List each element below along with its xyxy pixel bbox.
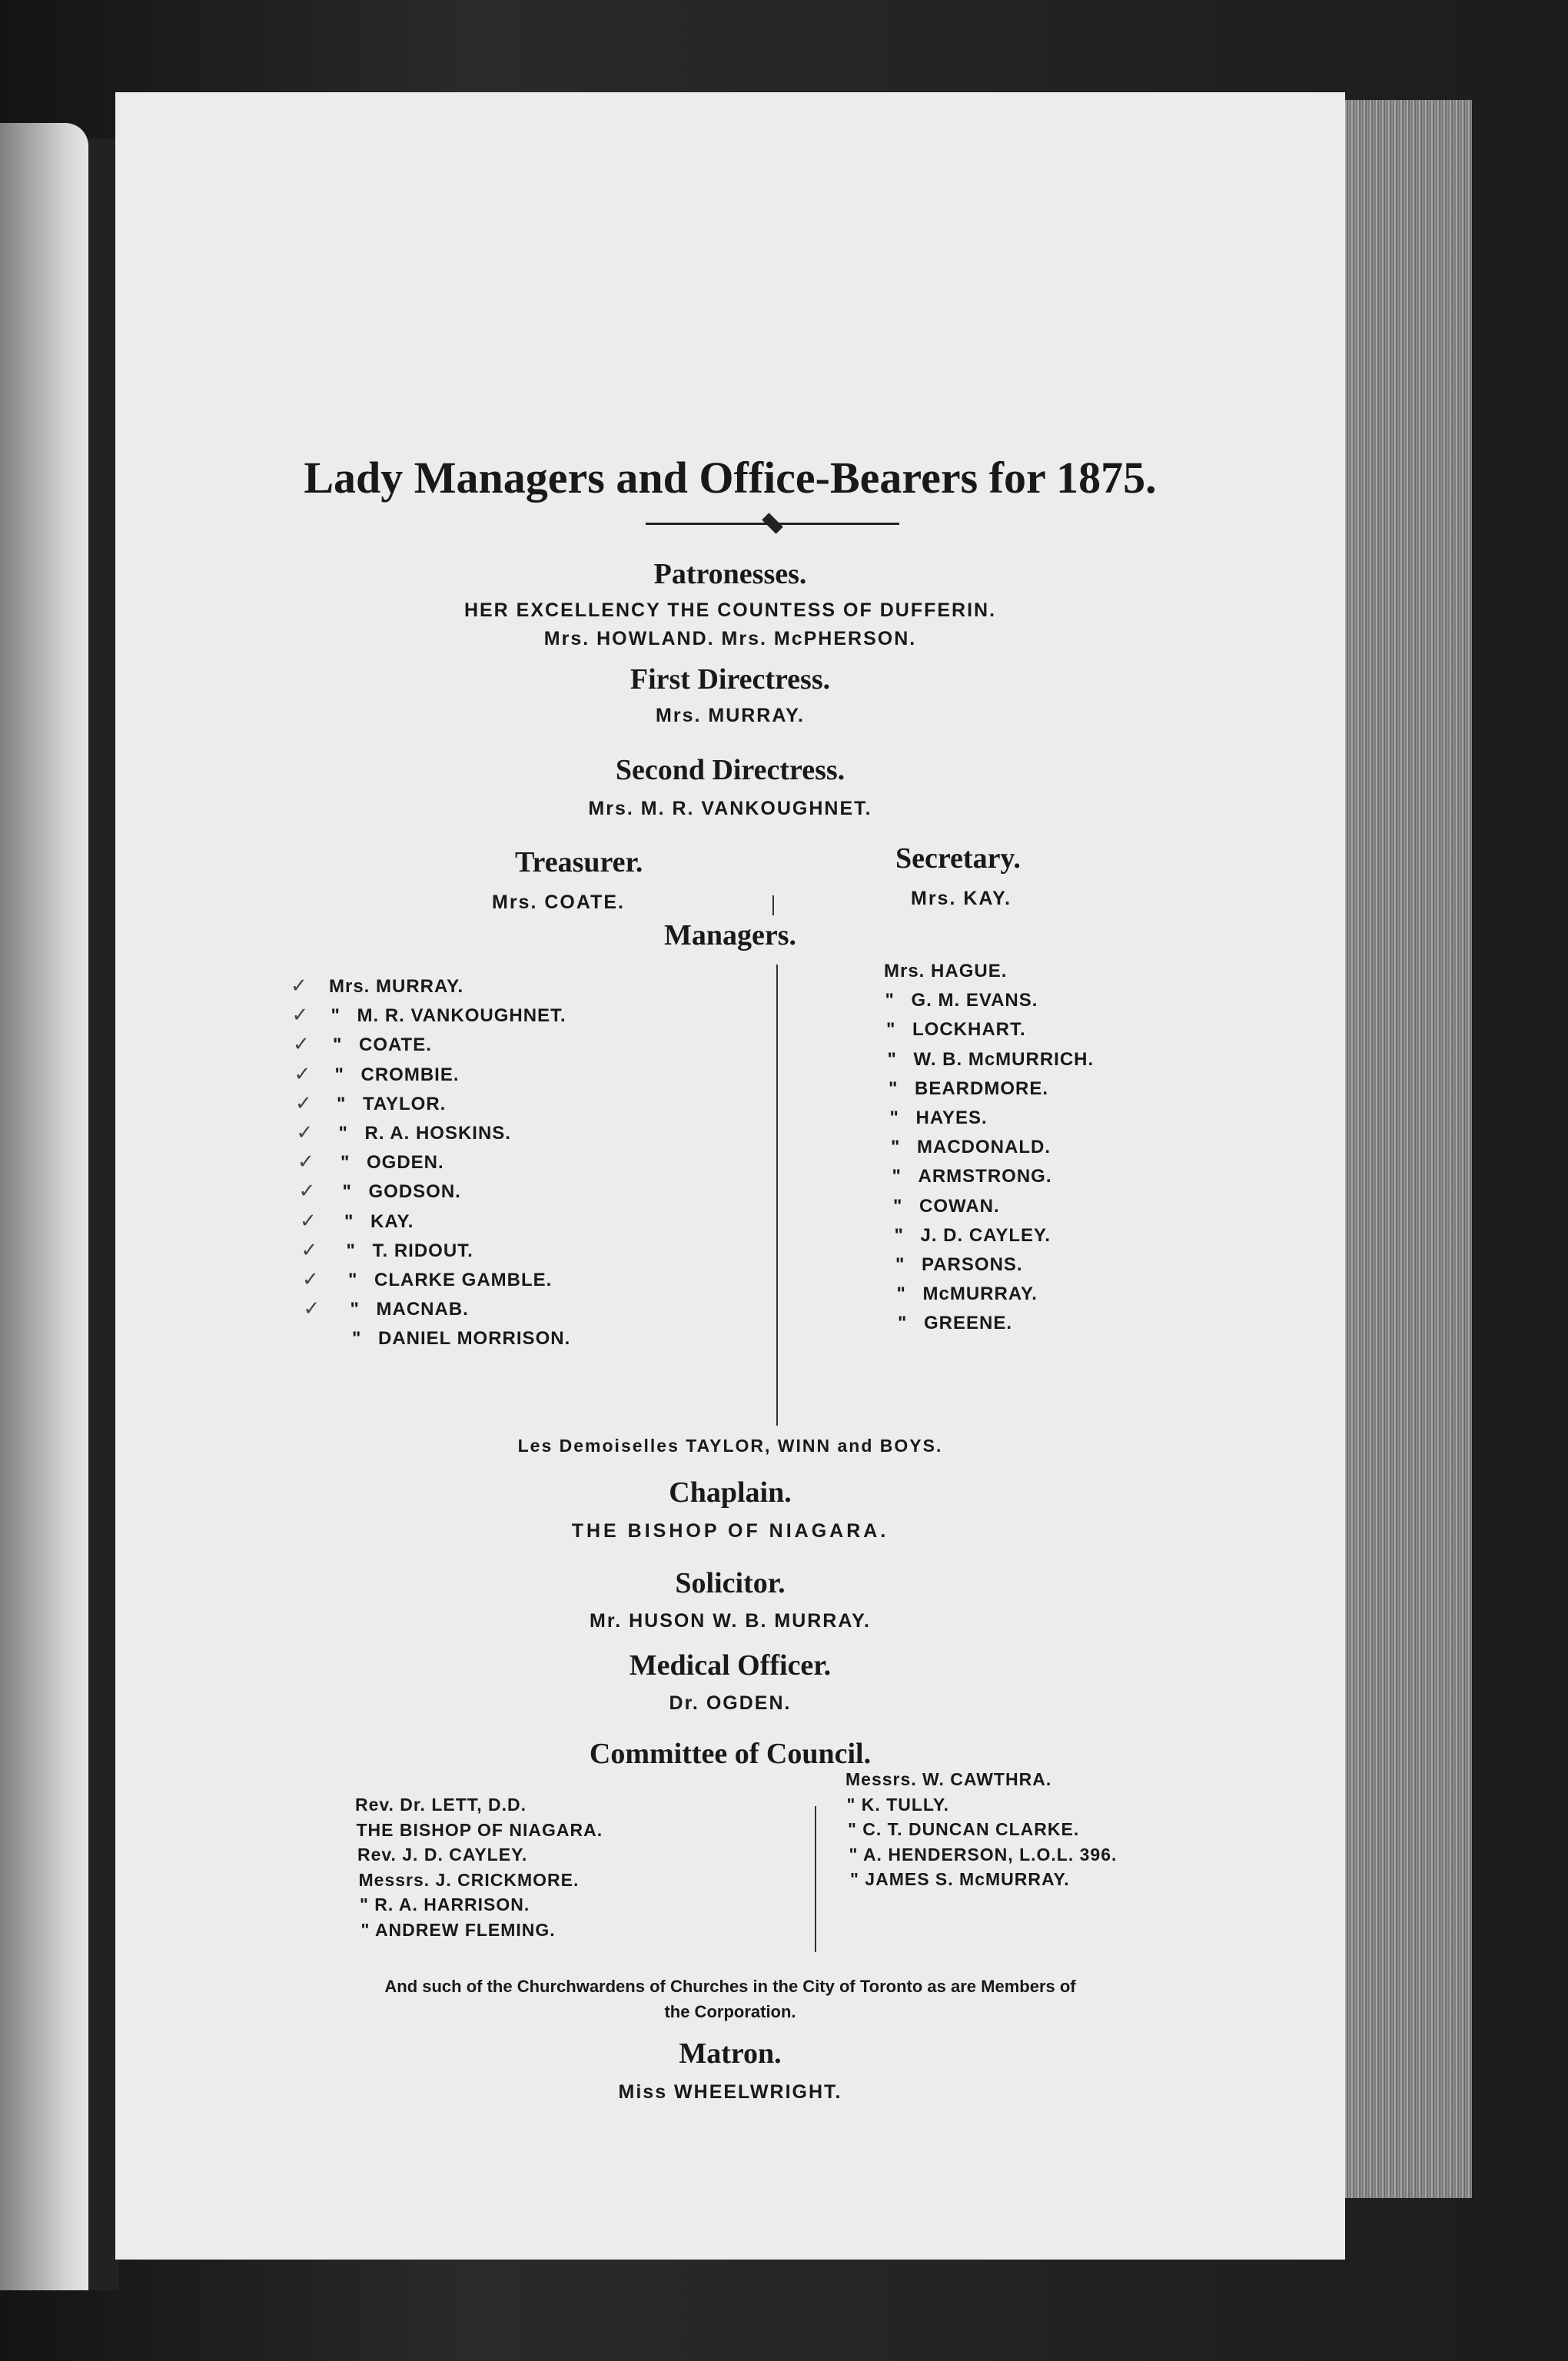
manager-name: CROMBIE. — [360, 1064, 460, 1085]
document-page — [115, 92, 1345, 2260]
pencil-tick-mark: ✓ — [298, 1180, 316, 1204]
matron-name: Miss WHEELWRIGHT. — [618, 2081, 842, 2103]
manager-left-row — [344, 1211, 414, 1233]
pencil-tick-mark: ✓ — [293, 1033, 310, 1057]
demoiselles-line: Les Demoiselles TAYLOR, WINN and BOYS. — [517, 1436, 943, 1456]
pencil-tick-mark: ✓ — [297, 1151, 314, 1174]
pencil-tick-mark: ✓ — [302, 1268, 319, 1291]
committee-left-member: Rev. Dr. LETT, D.D. — [355, 1795, 527, 1815]
manager-right-row — [889, 1078, 1048, 1100]
committee-right-member: " JAMES S. McMURRAY. — [850, 1869, 1070, 1889]
manager-left-row — [347, 1240, 473, 1262]
facing-page-edge — [0, 123, 88, 2290]
manager-name: W. B. McMURRICH. — [913, 1048, 1095, 1070]
manager-prefix: " — [334, 1064, 344, 1085]
manager-name: COATE. — [359, 1034, 432, 1056]
manager-right-row — [890, 1107, 988, 1129]
solicitor-name: Mr. HUSON W. B. MURRAY. — [590, 1610, 871, 1632]
pencil-tick-mark: ✓ — [303, 1297, 321, 1321]
manager-prefix: " — [898, 1313, 908, 1334]
manager-name: MACNAB. — [376, 1299, 469, 1320]
committee-right-member: Messrs. W. CAWTHRA. — [845, 1769, 1052, 1789]
manager-prefix: " — [895, 1254, 905, 1275]
committee-left-member: THE BISHOP OF NIAGARA. — [356, 1819, 603, 1840]
manager-left-row — [350, 1299, 469, 1320]
committee-divider — [815, 1806, 816, 1952]
manager-right-row — [885, 990, 1038, 1011]
manager-left-row — [337, 1094, 446, 1115]
pencil-tick-mark: ✓ — [300, 1209, 317, 1233]
manager-prefix: " — [891, 1137, 901, 1158]
manager-right-row — [895, 1225, 1051, 1247]
solicitor-heading: Solicitor. — [675, 1567, 786, 1599]
manager-name: ARMSTRONG. — [918, 1166, 1052, 1187]
manager-left-row — [333, 1034, 432, 1056]
officers-divider — [772, 895, 774, 915]
manager-left-row — [341, 1152, 444, 1174]
second-directress-name: Mrs. M. R. VANKOUGHNET. — [588, 798, 872, 819]
book-gutter — [88, 138, 119, 2290]
manager-prefix: " — [885, 990, 895, 1011]
secretary-name: Mrs. KAY. — [911, 888, 1012, 909]
committee-left-member: Rev. J. D. CAYLEY. — [357, 1845, 528, 1865]
manager-right-row — [886, 1019, 1026, 1041]
manager-left-row — [343, 1181, 461, 1203]
committee-left-member: " ANDREW FLEMING. — [360, 1919, 556, 1940]
medical-officer-heading: Medical Officer. — [629, 1649, 832, 1682]
matron-heading: Matron. — [679, 2037, 782, 2070]
manager-prefix: Mrs. — [329, 976, 370, 997]
manager-name: KAY. — [370, 1210, 414, 1232]
manager-left-row — [352, 1328, 570, 1350]
manager-prefix: " — [350, 1299, 360, 1320]
manager-name: McMURRAY. — [922, 1283, 1038, 1305]
patronesses-line-2: Mrs. HOWLAND. Mrs. McPHERSON. — [543, 628, 917, 649]
first-directress-name: Mrs. MURRAY. — [656, 705, 805, 726]
manager-right-row — [888, 1049, 1095, 1071]
pencil-tick-mark: ✓ — [291, 1004, 309, 1028]
manager-name: BEARDMORE. — [915, 1078, 1049, 1099]
secretary-heading: Secretary. — [895, 842, 1021, 875]
manager-prefix: " — [331, 1005, 341, 1027]
manager-prefix: " — [889, 1078, 899, 1099]
manager-left-row — [348, 1270, 552, 1291]
pencil-tick-mark: ✓ — [294, 1062, 311, 1086]
manager-name: CLARKE GAMBLE. — [374, 1270, 553, 1290]
manager-name: MURRAY. — [370, 976, 464, 997]
manager-name: HAGUE. — [925, 961, 1008, 981]
manager-prefix: " — [889, 1107, 899, 1128]
committee-left-member: Messrs. J. CRICKMORE. — [358, 1869, 580, 1890]
manager-prefix: " — [337, 1093, 347, 1114]
manager-name: COWAN. — [919, 1195, 1000, 1217]
manager-prefix: " — [344, 1210, 354, 1232]
manager-prefix: " — [886, 1019, 896, 1041]
pencil-tick-mark: ✓ — [291, 975, 307, 998]
manager-prefix: " — [342, 1181, 352, 1203]
manager-name: M. R. VANKOUGHNET. — [357, 1005, 566, 1027]
manager-name: T. RIDOUT. — [372, 1240, 473, 1261]
manager-name: TAYLOR. — [363, 1093, 447, 1114]
managers-heading: Managers. — [663, 919, 797, 951]
manager-name: J. D. CAYLEY. — [920, 1224, 1051, 1246]
manager-left-row — [329, 976, 463, 998]
committee-left-member: " R. A. HARRISON. — [360, 1894, 530, 1914]
treasurer-heading: Treasurer. — [515, 846, 643, 878]
manager-prefix: " — [887, 1048, 897, 1070]
manager-prefix: " — [341, 1152, 350, 1174]
treasurer-name: Mrs. COATE. — [492, 892, 625, 913]
second-directress-heading: Second Directress. — [615, 754, 845, 786]
manager-left-row — [335, 1064, 460, 1086]
pencil-tick-mark: ✓ — [296, 1121, 314, 1144]
manager-name: DANIEL MORRISON. — [378, 1328, 571, 1350]
manager-left-row — [339, 1123, 511, 1144]
manager-right-row — [884, 961, 1007, 982]
committee-heading: Committee of Council. — [589, 1738, 872, 1770]
manager-prefix: " — [338, 1123, 348, 1144]
manager-right-row — [891, 1137, 1051, 1158]
manager-prefix: " — [894, 1224, 904, 1246]
manager-prefix: " — [348, 1270, 358, 1290]
manager-prefix: " — [333, 1034, 343, 1056]
manager-name: LOCKHART. — [912, 1019, 1026, 1041]
page-title: Lady Managers and Office-Bearers for 1875. — [304, 453, 1157, 503]
manager-name: MACDONALD. — [917, 1137, 1051, 1158]
manager-prefix: " — [893, 1195, 903, 1217]
committee-right-member: " C. T. DUNCAN CLARKE. — [848, 1819, 1080, 1839]
manager-name: GODSON. — [368, 1181, 461, 1203]
committee-right-member: " A. HENDERSON, L.O.L. 396. — [849, 1844, 1118, 1865]
medical-officer-name: Dr. OGDEN. — [669, 1692, 792, 1714]
committee-right-member: " K. TULLY. — [846, 1794, 950, 1815]
manager-left-row — [331, 1005, 566, 1027]
chaplain-heading: Chaplain. — [669, 1476, 792, 1509]
manager-prefix: " — [352, 1328, 362, 1350]
manager-prefix: " — [892, 1166, 902, 1187]
title-ornament — [762, 513, 783, 534]
manager-right-row — [892, 1166, 1052, 1187]
patronesses-heading: Patronesses. — [653, 558, 807, 590]
committee-note-line-2: the Corporation. — [664, 2002, 796, 2021]
pencil-tick-mark: ✓ — [301, 1238, 318, 1262]
manager-name: OGDEN. — [367, 1152, 444, 1174]
manager-name: GREENE. — [924, 1313, 1013, 1334]
manager-name: R. A. HOSKINS. — [364, 1123, 511, 1144]
manager-name: PARSONS. — [922, 1254, 1023, 1275]
manager-right-row — [893, 1196, 1000, 1217]
chaplain-name: THE BISHOP OF NIAGARA. — [571, 1520, 889, 1542]
manager-name: HAYES. — [915, 1107, 988, 1128]
manager-right-row — [895, 1254, 1023, 1276]
manager-right-row — [897, 1283, 1038, 1305]
committee-note-line-1: And such of the Churchwardens of Churches in the City of Toronto as are Members of — [384, 1977, 1076, 1996]
manager-prefix: Mrs. — [884, 961, 925, 981]
first-directress-heading: First Directress. — [630, 663, 831, 696]
manager-name: G. M. EVANS. — [911, 990, 1038, 1011]
page-stack-edges — [1341, 100, 1472, 2198]
manager-prefix: " — [896, 1283, 906, 1305]
patronesses-line-1: HER EXCELLENCY THE COUNTESS OF DUFFERIN. — [463, 599, 997, 621]
pencil-tick-mark: ✓ — [295, 1091, 312, 1115]
manager-right-row — [898, 1313, 1012, 1334]
managers-divider — [776, 965, 778, 1426]
manager-prefix: " — [346, 1240, 356, 1261]
